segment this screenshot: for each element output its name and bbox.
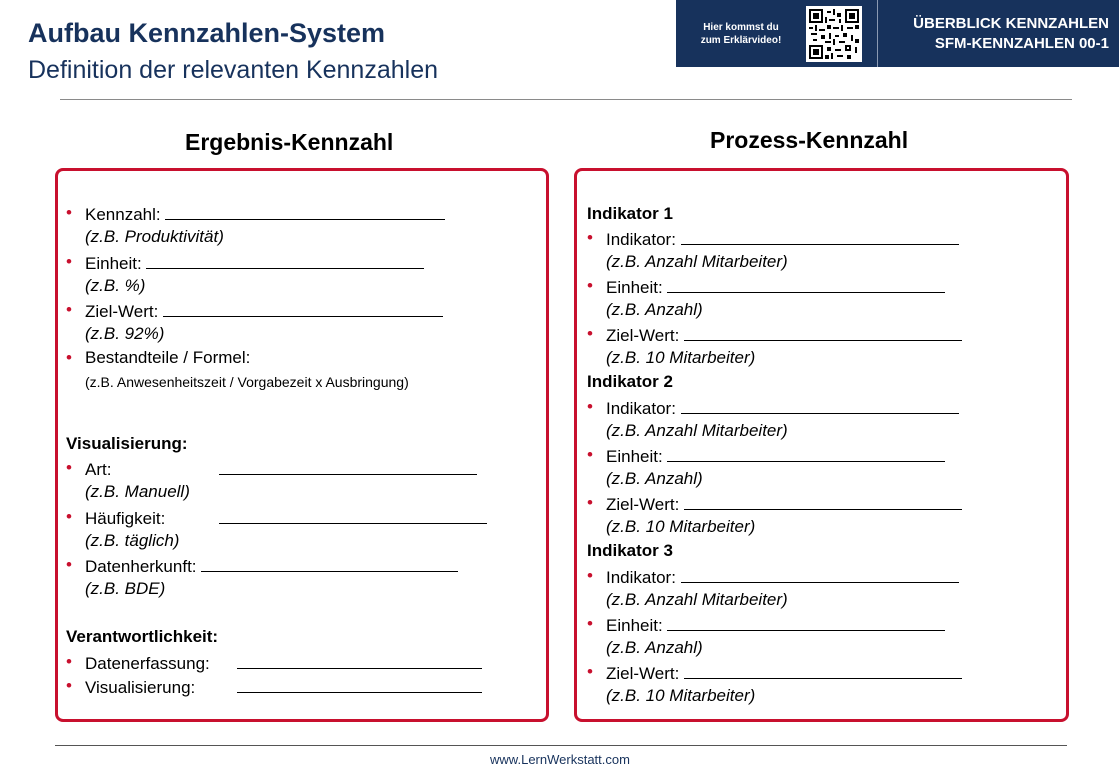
video-link[interactable] xyxy=(676,0,878,67)
bullet-icon: • xyxy=(587,228,593,247)
verantwortlich-visualisierung-label: Visualisierung: xyxy=(85,678,196,697)
indicator-unit-label: Einheit: xyxy=(606,616,663,635)
zielwert-label: Ziel-Wert: xyxy=(85,302,159,321)
zielwert-input-line[interactable] xyxy=(163,299,443,317)
indicator-unit-field xyxy=(587,613,945,637)
zielwert-example: (z.B. 92%) xyxy=(85,324,165,343)
indicator-target-label: Ziel-Wert: xyxy=(606,495,680,514)
indicator-unit-field xyxy=(587,275,945,299)
result-kpi-box xyxy=(55,168,549,722)
art-label: Art: xyxy=(85,460,112,479)
datenherkunft-field xyxy=(66,554,458,578)
indicator-target-label: Ziel-Wert: xyxy=(606,326,680,345)
indicator-unit-label: Einheit: xyxy=(606,278,663,297)
video-hint-line2: zum Erklärvideo! xyxy=(700,34,782,46)
indicator-target-input-line[interactable] xyxy=(684,661,962,679)
indicator-label: Indikator: xyxy=(606,568,676,587)
kennzahl-label: Kennzahl: xyxy=(85,205,161,224)
indicator-field xyxy=(587,565,959,589)
result-kpi-heading: Ergebnis-Kennzahl xyxy=(185,129,394,155)
verantwortlich-visualisierung-input-line[interactable] xyxy=(237,675,482,693)
art-input-line[interactable] xyxy=(219,457,477,475)
datenerfassung-field xyxy=(66,651,482,675)
page-subtitle: Definition der relevanten Kennzahlen xyxy=(28,56,438,84)
kennzahl-example: (z.B. Produktivität) xyxy=(85,227,224,246)
indicator-example: (z.B. Anzahl Mitarbeiter) xyxy=(606,590,788,609)
indicator-target-input-line[interactable] xyxy=(684,492,962,510)
indicator-label: Indikator: xyxy=(606,230,676,249)
datenherkunft-input-line[interactable] xyxy=(201,554,458,572)
datenerfassung-label: Datenerfassung: xyxy=(85,654,210,673)
footer-divider xyxy=(55,745,1067,746)
indicator-label: Indikator: xyxy=(606,399,676,418)
indicator-target-label: Ziel-Wert: xyxy=(606,664,680,683)
indicator-target-field xyxy=(587,661,962,685)
datenherkunft-label: Datenherkunft: xyxy=(85,557,197,576)
indicator-title: Indikator 2 xyxy=(587,372,673,391)
bullet-icon: • xyxy=(587,276,593,295)
qr-code-icon[interactable] xyxy=(806,6,862,62)
indicator-unit-example: (z.B. Anzahl) xyxy=(606,469,703,488)
indicator-title: Indikator 3 xyxy=(587,541,673,560)
indicator-target-example: (z.B. 10 Mitarbeiter) xyxy=(606,517,756,536)
indicator-unit-label: Einheit: xyxy=(606,447,663,466)
art-field xyxy=(66,457,477,481)
video-hint xyxy=(676,21,806,47)
indicator-target-input-line[interactable] xyxy=(684,323,962,341)
footer-url[interactable]: www.LernWerkstatt.com xyxy=(490,752,630,767)
einheit-example: (z.B. %) xyxy=(85,276,146,295)
bullet-icon: • xyxy=(66,348,72,367)
kennzahl-input-line[interactable] xyxy=(165,202,445,220)
bullet-icon: • xyxy=(587,493,593,512)
indicator-unit-example: (z.B. Anzahl) xyxy=(606,638,703,657)
visualisierung-heading: Visualisierung: xyxy=(66,434,188,453)
indicator-input-line[interactable] xyxy=(681,565,959,583)
haeufigkeit-label: Häufigkeit: xyxy=(85,509,166,528)
kennzahl-field xyxy=(66,202,445,226)
reference-line2: SFM-KENNZAHLEN 00-1 xyxy=(934,34,1109,52)
indicator-field xyxy=(587,396,959,420)
indicator-input-line[interactable] xyxy=(681,396,959,414)
bullet-icon: • xyxy=(66,652,72,671)
formel-example: (z.B. Anwesenheitszeit / Vorgabezeit x Ausbringung) xyxy=(85,374,409,390)
bullet-icon: • xyxy=(587,445,593,464)
formel-field xyxy=(66,347,250,369)
indicator-target-example: (z.B. 10 Mitarbeiter) xyxy=(606,686,756,705)
bullet-icon: • xyxy=(66,300,72,319)
reference-line1: ÜBERBLICK KENNZAHLEN xyxy=(913,14,1109,32)
indicator-unit-input-line[interactable] xyxy=(667,275,945,293)
process-kpi-box xyxy=(574,168,1069,722)
indicator-input-line[interactable] xyxy=(681,227,959,245)
bullet-icon: • xyxy=(66,507,72,526)
bullet-icon: • xyxy=(587,614,593,633)
datenerfassung-input-line[interactable] xyxy=(237,651,482,669)
indicator-example: (z.B. Anzahl Mitarbeiter) xyxy=(606,421,788,440)
einheit-input-line[interactable] xyxy=(146,251,424,269)
indicator-target-field xyxy=(587,323,962,347)
verantwortlich-visualisierung-field xyxy=(66,675,482,699)
bullet-icon: • xyxy=(66,555,72,574)
indicator-field xyxy=(587,227,959,251)
haeufigkeit-input-line[interactable] xyxy=(219,506,487,524)
indicator-title: Indikator 1 xyxy=(587,204,673,223)
einheit-field xyxy=(66,251,424,275)
document-reference xyxy=(878,0,1119,67)
video-hint-line1: Hier kommst du xyxy=(703,21,779,33)
verantwortlichkeit-heading: Verantwortlichkeit: xyxy=(66,627,219,646)
process-kpi-heading: Prozess-Kennzahl xyxy=(710,127,909,153)
indicator-unit-input-line[interactable] xyxy=(667,444,945,462)
bullet-icon: • xyxy=(66,458,72,477)
page-title: Aufbau Kennzahlen-System xyxy=(28,18,386,48)
bullet-icon: • xyxy=(66,252,72,271)
datenherkunft-example: (z.B. BDE) xyxy=(85,579,166,598)
indicator-unit-input-line[interactable] xyxy=(667,613,945,631)
bullet-icon: • xyxy=(587,397,593,416)
indicator-target-example: (z.B. 10 Mitarbeiter) xyxy=(606,348,756,367)
bullet-icon: • xyxy=(587,566,593,585)
zielwert-field xyxy=(66,299,443,323)
header-banner xyxy=(676,0,1119,67)
indicator-example: (z.B. Anzahl Mitarbeiter) xyxy=(606,252,788,271)
art-example: (z.B. Manuell) xyxy=(85,482,190,501)
indicator-unit-field xyxy=(587,444,945,468)
bullet-icon: • xyxy=(66,203,72,222)
bullet-icon: • xyxy=(587,324,593,343)
formel-label: Bestandteile / Formel: xyxy=(85,348,251,367)
bullet-icon: • xyxy=(587,662,593,681)
indicator-unit-example: (z.B. Anzahl) xyxy=(606,300,703,319)
header-divider xyxy=(60,99,1072,100)
bullet-icon: • xyxy=(66,676,72,695)
haeufigkeit-field xyxy=(66,506,487,530)
einheit-label: Einheit: xyxy=(85,254,142,273)
haeufigkeit-example: (z.B. täglich) xyxy=(85,531,180,550)
indicator-target-field xyxy=(587,492,962,516)
